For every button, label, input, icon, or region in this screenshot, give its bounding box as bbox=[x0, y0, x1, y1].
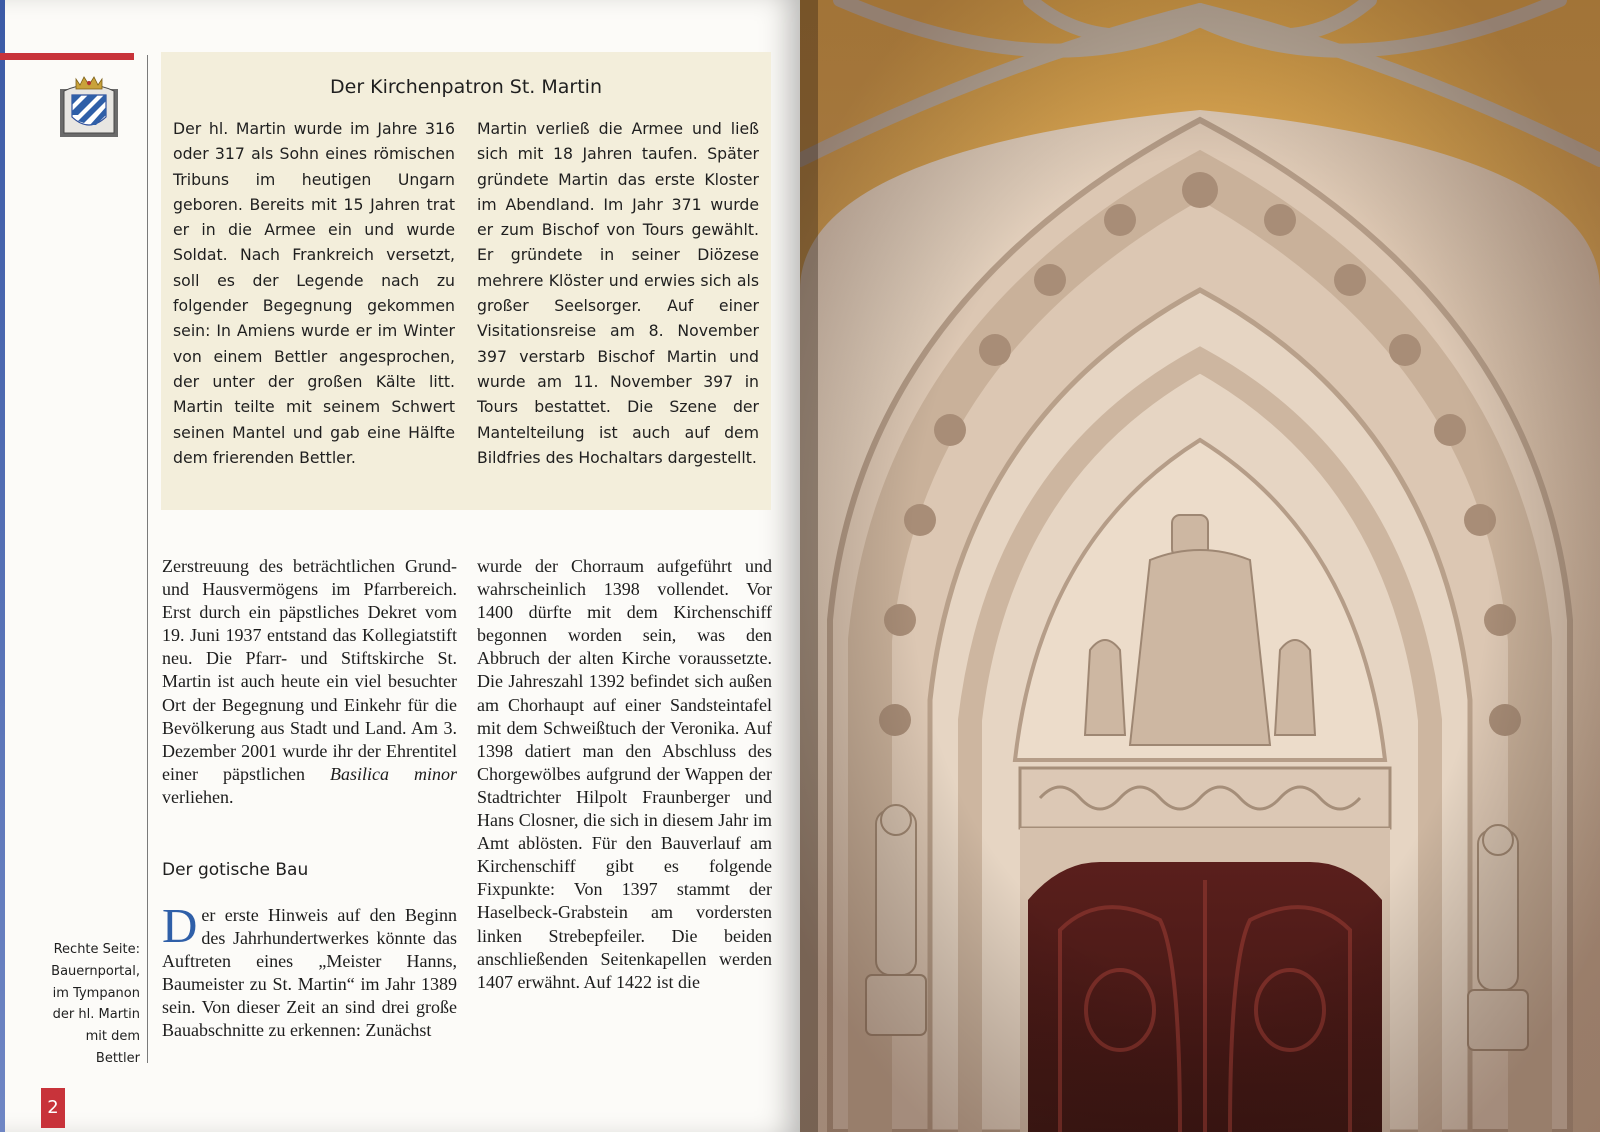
caption-line: der hl. Martin bbox=[52, 1007, 140, 1023]
caption-line: im Tympanon bbox=[52, 985, 140, 1001]
caption-line: mit dem bbox=[85, 1029, 140, 1045]
body-column-1-top bbox=[162, 555, 457, 809]
margin-rule bbox=[147, 55, 148, 1063]
gothic-portal-illustration bbox=[800, 0, 1600, 1132]
body-text: verliehen. bbox=[162, 786, 234, 807]
sidebar-column-1: Der hl. Martin wurde im Jahre 316 oder 317 als Sohn eines römischen Tribuns im heutigen Ungarn geboren. Bereits mit 15 Jahren trat er in die Armee ein und wurde Soldat. Nach Frankreich versetzt, soll es der Legende nach zu folgender Begegnung gekommen sein: In Amiens wurde er im Winter von einem Bettler angesprochen, der unter der großen Kälte litt. Martin teilte mit seinem Schwert seinen Mantel und gab eine Hälfte dem frierenden Bettler. bbox=[173, 119, 455, 467]
body-text: er erste Hinweis auf den Beginn des Jahrhundertwerkes könnte das Auftreten eines „Meister Hanns, Baumeister zu St. Martin“ im Jahr 1389 sein. Von dieser Zeit an sind drei große Bauabschnitte zu erkennen: Zunächst bbox=[162, 905, 457, 1041]
accent-bar bbox=[0, 53, 134, 60]
caption-line: Bettler bbox=[95, 1050, 140, 1066]
cover-edge bbox=[0, 0, 5, 1132]
photo-caption bbox=[28, 939, 140, 1070]
caption-line: Bauernportal, bbox=[51, 963, 140, 979]
sidebar-title: Der Kirchenpatron St. Martin bbox=[330, 76, 602, 98]
body-column-1-bottom bbox=[162, 898, 457, 1043]
body-text: Zerstreuung des beträchtlichen Grund- und Hausvermögens im Pfarrbereich. Erst durch ein päpstliches Dekret vom 19. Juni 1937 entstand das Kollegiatstift neu. Die Pfarr- und Stiftskirche St. Martin ist auch heute ein viel besuchter Ort der Begegnung und Einkehr für die Bevölkerung aus Stadt und Land. Am 3. Dezember 2001 wurde ihr der Ehrentitel einer päpstlichen bbox=[162, 556, 457, 784]
portal-photo bbox=[800, 0, 1600, 1132]
coat-of-arms-icon bbox=[58, 75, 120, 141]
body-column-2: wurde der Chorraum aufgeführt und wahrscheinlich 1398 vollendet. Vor 1400 dürfte mit dem Kirchenschiff begonnen worden sein, was den Abbruch der alten Kirche voraussetzte. Die Jahreszahl 1392 befindet sich außen am Chorhaupt auf einer Sandsteintafel mit dem Schweißtuch der Veronika. Auf 1398 datiert man den Abschluss des Chorgewölbes aufgrund der Wappen der Stadtrichter Hilpolt Fraunberger und Hans Closner, die sich in diesem Jahr im Amt ablösten. Für den Bauverlauf am Kirchenschiff gibt es folgende Fixpunkte: Von 1397 stammt der Haselbeck-Grabstein am vordersten linken Strebepfeiler. Die beiden anschließenden Seitenkapellen werden 1407 erwähnt. Auf 1422 ist die bbox=[477, 556, 772, 992]
sidebar-box bbox=[161, 52, 771, 510]
body-text-italic: Basilica minor bbox=[329, 763, 457, 784]
sidebar-column-2: Martin verließ die Armee und ließ sich mit 18 Jahren taufen. Später gründete Martin das erste Kloster im Abendland. Im Jahr 371 wurde er zum Bischof von Tours gewählt. Er gründete in seiner Diözese mehrere Klöster und erwies sich als großer Seelsorger. Auf einer Visitationsreise am 8. November 397 verstarb Bischof Martin und wurde am 11. November 397 in Tours bestattet. Die Szene der Mantelteilung ist auch auf dem Bildfries des Hochaltars dargestellt. bbox=[477, 119, 759, 467]
caption-line: Rechte Seite: bbox=[53, 942, 140, 957]
page-number: 2 bbox=[41, 1088, 65, 1128]
drop-cap: D bbox=[162, 898, 198, 953]
section-heading: Der gotische Bau bbox=[162, 860, 309, 880]
